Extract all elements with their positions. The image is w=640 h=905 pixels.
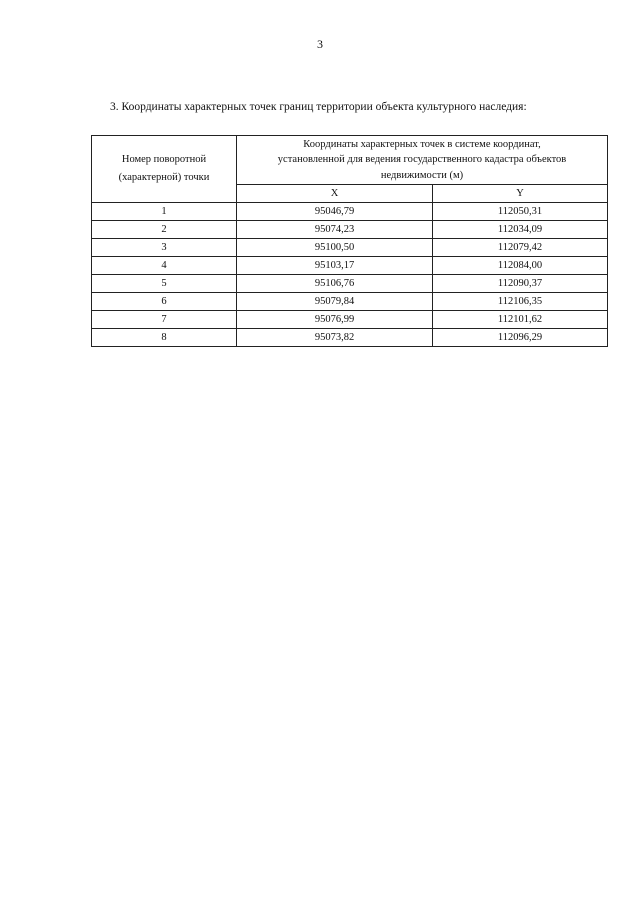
point-cell: 1 <box>92 203 237 221</box>
header-system-line-1: Координаты характерных точек в системе координат, <box>303 138 541 150</box>
header-system-line-2: установленной для ведения государственного кадастра объектов <box>277 154 567 166</box>
x-cell: 95100,50 <box>237 239 433 257</box>
x-cell: 95106,76 <box>237 275 433 293</box>
header-x: X <box>237 185 433 203</box>
y-cell: 112106,35 <box>433 293 608 311</box>
table-row <box>92 221 608 239</box>
header-point-line-1: Номер поворотной <box>121 154 207 165</box>
y-cell: 112079,42 <box>433 239 608 257</box>
point-cell: 2 <box>92 221 237 239</box>
point-cell: 8 <box>92 329 237 347</box>
table-row <box>92 329 608 347</box>
x-cell: 95046,79 <box>237 203 433 221</box>
y-cell: 112096,29 <box>433 329 608 347</box>
y-cell: 112050,31 <box>433 203 608 221</box>
table-row <box>92 311 608 329</box>
x-cell: 95074,23 <box>237 221 433 239</box>
x-cell: 95103,17 <box>237 257 433 275</box>
point-cell: 5 <box>92 275 237 293</box>
point-cell: 6 <box>92 293 237 311</box>
header-y: Y <box>433 185 608 203</box>
y-cell: 112034,09 <box>433 221 608 239</box>
point-cell: 3 <box>92 239 237 257</box>
section-heading: 3. Координаты характерных точек границ территории объекта культурного наследия: <box>110 101 527 113</box>
y-cell: 112101,62 <box>433 311 608 329</box>
coordinates-table <box>91 135 608 347</box>
point-cell: 7 <box>92 311 237 329</box>
table-row <box>92 239 608 257</box>
table-row <box>92 293 608 311</box>
header-coordinate-system <box>237 136 608 185</box>
table-row <box>92 257 608 275</box>
table-row <box>92 275 608 293</box>
x-cell: 95076,99 <box>237 311 433 329</box>
table-row <box>92 203 608 221</box>
y-cell: 112090,37 <box>433 275 608 293</box>
y-cell: 112084,00 <box>433 257 608 275</box>
x-cell: 95079,84 <box>237 293 433 311</box>
point-cell: 4 <box>92 257 237 275</box>
header-point-number <box>92 136 237 203</box>
page-number: 3 <box>317 37 323 51</box>
x-cell: 95073,82 <box>237 329 433 347</box>
header-system-line-3: недвижимости (м) <box>380 169 464 181</box>
header-point-line-2: (характерной) точки <box>118 172 210 183</box>
